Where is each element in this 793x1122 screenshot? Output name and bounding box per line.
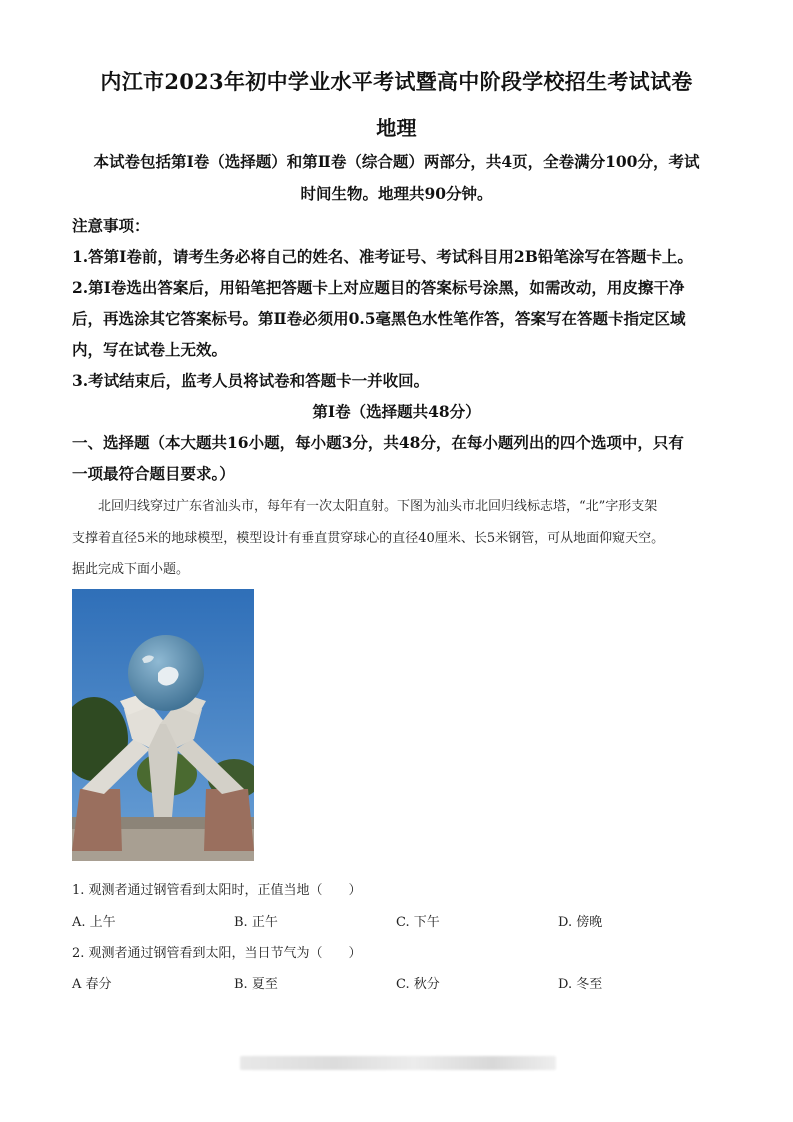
question-2-option-d: D. 冬至 bbox=[558, 977, 603, 992]
intro-line-2: 时间生物。地理共90分钟。 bbox=[300, 184, 493, 203]
passage-line-1: 北回归线穿过广东省汕头市，每年有一次太阳直射。下图为汕头市北回归线标志塔，“北”字形支架 bbox=[98, 499, 658, 514]
notice-heading: 注意事项： bbox=[72, 216, 150, 235]
notice-item-2-line-2: 后，再选涂其它答案标号。第Ⅱ卷必须用0.5毫黑色水性笔作答，答案写在答题卡指定区域 bbox=[72, 309, 686, 328]
passage-line-3: 据此完成下面小题。 bbox=[72, 562, 190, 577]
subject-title: 地理 bbox=[376, 116, 417, 140]
section-instructions-line-1: 一、选择题（本大题共16小题，每小题3分，共48分，在每小题列出的四个选项中，只有 bbox=[72, 433, 684, 452]
notice-item-2-line-3: 内，写在试卷上无效。 bbox=[72, 340, 228, 359]
intro-line-1: 本试卷包括第Ⅰ卷（选择题）和第Ⅱ卷（综合题）两部分，共4页，全卷满分100分，考试 bbox=[93, 152, 700, 171]
question-2-option-b: B. 夏至 bbox=[234, 977, 278, 992]
notice-item-3: 3.考试结束后，监考人员将试卷和答题卡一并收回。 bbox=[72, 371, 430, 390]
question-2-option-a: A 春分 bbox=[72, 977, 112, 992]
section-title: 第Ⅰ卷（选择题共48分） bbox=[312, 402, 481, 421]
tropic-monument-photo bbox=[72, 589, 254, 861]
question-1-stem: 1. 观测者通过钢管看到太阳时，正值当地（ ） bbox=[72, 883, 362, 898]
section-instructions-line-2: 一项最符合题目要求。） bbox=[72, 464, 235, 483]
passage-line-2: 支撑着直径5米的地球模型，模型设计有垂直贯穿球心的直径40厘米、长5米钢管，可从地面仰窥天空。 bbox=[72, 531, 665, 546]
question-1-option-a: A. 上午 bbox=[72, 915, 116, 930]
exam-title: 内江市2023年初中学业水平考试暨高中阶段学校招生考试试卷 bbox=[100, 69, 693, 94]
notice-item-2-line-1: 2.第Ⅰ卷选出答案后，用铅笔把答题卡上对应题目的答案标号涂黑，如需改动，用皮擦干净 bbox=[72, 278, 685, 297]
notice-item-1: 1.答第Ⅰ卷前，请考生务必将自己的姓名、准考证号、考试科目用2B铅笔涂写在答题卡上。 bbox=[72, 247, 693, 266]
question-1-option-b: B. 正午 bbox=[234, 915, 278, 930]
question-1-option-c: C. 下午 bbox=[396, 915, 440, 930]
question-1-option-d: D. 傍晚 bbox=[558, 915, 603, 930]
question-2-option-c: C. 秋分 bbox=[396, 977, 440, 992]
blurred-footer-watermark bbox=[240, 1056, 556, 1070]
question-2-stem: 2. 观测者通过钢管看到太阳，当日节气为（ ） bbox=[72, 946, 362, 961]
